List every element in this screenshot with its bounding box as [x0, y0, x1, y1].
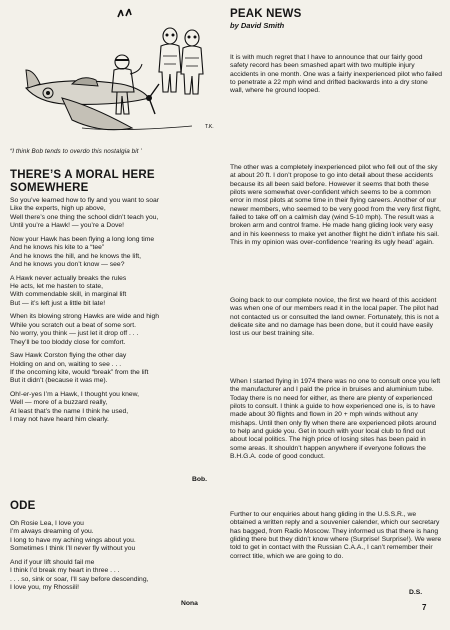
poem-line: Oh!-er-yes I’m a Hawk, I thought you knew,	[10, 391, 140, 399]
article-paragraph: The other was a completely inexperienced pilot who fell out of the sky at about 20 ft. I don’t propose to go into detail about these accidents because its all been said before. However it seems that both these pilots were somewhat over-confident which seems to be a common error in most pilots at some time in their flying careers. Another of our newer members, who seemed to be very good from the very first flight, failed to take off on a calmish day (wind 5-10 mph). The result was a broken arm and control frame. He made hang gliding look very easy and in his keenness to make yet another flight he didn’t inflate his sail. This in my opinion was over-confidence ‘rearing its ugly head’ again.	[230, 164, 441, 247]
stanza	[10, 352, 222, 386]
article-byline: by David Smith	[230, 21, 285, 30]
poem-line: Now your Hawk has been flying a long long time	[10, 235, 155, 243]
poem-line: No worry, you think — just let it drop off . . .	[10, 330, 139, 338]
poem-line: So you’ve learned how to fly and you want to soar	[10, 197, 159, 204]
poem-line: And he knows the hill, and he knows the lift,	[10, 252, 141, 260]
poem-line: With commendable skill, in marginal lift	[10, 291, 127, 299]
stanza	[10, 313, 222, 347]
poem-line: Saw Hawk Corston flying the other day	[10, 352, 127, 360]
ode-author: Nona	[181, 600, 198, 607]
poem-line: While you scratch out a beat of some sort.	[10, 321, 137, 329]
article-paragraph: When I started flying in 1974 there was no one to consult once you left the manufacturer and I paid the price in bruises and aluminium tube. Today there is no need for either, as there are plenty of experienced pilots to consult. I think a guide to how experienced one is, is to have made about 30 flights and flown in 20 + mph winds without any mishaps. Until then only fly when there are experienced pilots around to help and guide you. Get in touch with your local club to find out about local politics. The high price of losing sites has been paid in some areas. It shouldn’t happen anywhere if everyone follows the B.H.G.A. code of good conduct.	[230, 378, 441, 461]
poem-moral-body	[10, 197, 222, 430]
spitfire-pilots-cartoon	[22, 4, 212, 139]
poem-author: Bob.	[192, 476, 207, 483]
article-paragraph: Further to our enquiries about hang gliding in the U.S.S.R., we obtained a written reply and a souvenier calender, which our secretary has bagged, from Radio Moscow. They informed us that there is hang gliding there but they didn’t know where (Surprise! Surprise!). We were told to get in contact with the Russian C.A.A., I can’t remember their correct title, which we are going to do.	[230, 511, 442, 560]
poem-line: When its blowing strong Hawks are wide and high	[10, 313, 159, 321]
poem-line: I love you, my Rhossili!	[10, 584, 80, 592]
article-paragraph: It is with much regret that I have to announce that our fairly good safety record has been smashed apart with two multiple injury accidents in one month. One was a fairly inexperienced pilot who failed to penetrate a 22 mph wind and drifted backwards into a dry stone wall, where he ground looped.	[230, 54, 442, 95]
article-paragraph: Going back to our complete novice, the first we heard of this accident was when one of our members read it in the local paper. The pilot had not contacted us or consulted the land owner. Fortunately, this is not a delicate site and no damage has been done, but it could have easily lost us our best training site.	[230, 297, 439, 338]
poem-line: Well — more of a buzzard really,	[10, 399, 108, 407]
article-header	[230, 8, 440, 30]
poem-title-line-2: SOMEWHERE	[10, 182, 89, 194]
poem-line: A Hawk never actually breaks the rules	[10, 274, 127, 282]
artist-mark: T.K.	[205, 124, 214, 130]
poem-title-line-1: THERE’S A MORAL HERE	[10, 169, 155, 181]
page-number: 7	[422, 603, 427, 612]
stanza	[10, 236, 222, 270]
poem-line: Well there’s one thing the school didn’t teach you,	[10, 213, 159, 221]
poem-line: At least that’s the name I think he used,	[10, 407, 129, 415]
poem-line: He acts, let me hasten to state,	[10, 283, 104, 291]
article-title: PEAK NEWS	[230, 8, 302, 20]
poem-line: Like the experts, high up above,	[10, 205, 106, 213]
poem-line: I long to have my aching wings about you.	[10, 536, 136, 544]
article-author: D.S.	[409, 589, 423, 596]
poem-line: And he knows you don’t know — see?	[10, 261, 125, 269]
poem-line: I may not have heard him clearly.	[10, 416, 109, 424]
poem-title	[10, 169, 220, 195]
stanza	[10, 275, 222, 309]
stanza	[10, 559, 222, 593]
poem-line: Sometimes I think I’ll never fly without you	[10, 545, 136, 553]
cartoon-caption: “I think Bob tends to overdo this nostalgia bit ’	[10, 148, 142, 155]
poem-line: And he knows his kite to a “tee”	[10, 244, 105, 252]
poem-line: I’m always dreaming of you.	[10, 528, 94, 536]
poem-line: But — it’s left just a little bit late!	[10, 299, 106, 307]
stanza	[10, 391, 222, 425]
stanza	[10, 520, 222, 554]
poem-line: If the oncoming kite, would “break” from the lift	[10, 369, 149, 377]
ode-body	[10, 520, 222, 598]
poem-line: Oh Rosie Lea, I love you	[10, 520, 84, 527]
stanza	[10, 197, 222, 231]
ode-title: ODE	[10, 500, 36, 512]
poem-line: . . . so, sink or soar, I’ll say before descending,	[10, 575, 149, 583]
poem-line: Until you’re a Hawk! — you’re a Dove!	[10, 222, 125, 230]
poem-line: But it didn’t (because it was me).	[10, 377, 108, 385]
poem-line: And if your lift should fail me	[10, 558, 95, 566]
poem-line: I think I’d break my heart in three . . .	[10, 567, 120, 575]
poem-line: Holding on and on, waiting to see . . .	[10, 360, 122, 368]
poem-line: They’ll be too bloddy close for comfort.	[10, 338, 126, 346]
